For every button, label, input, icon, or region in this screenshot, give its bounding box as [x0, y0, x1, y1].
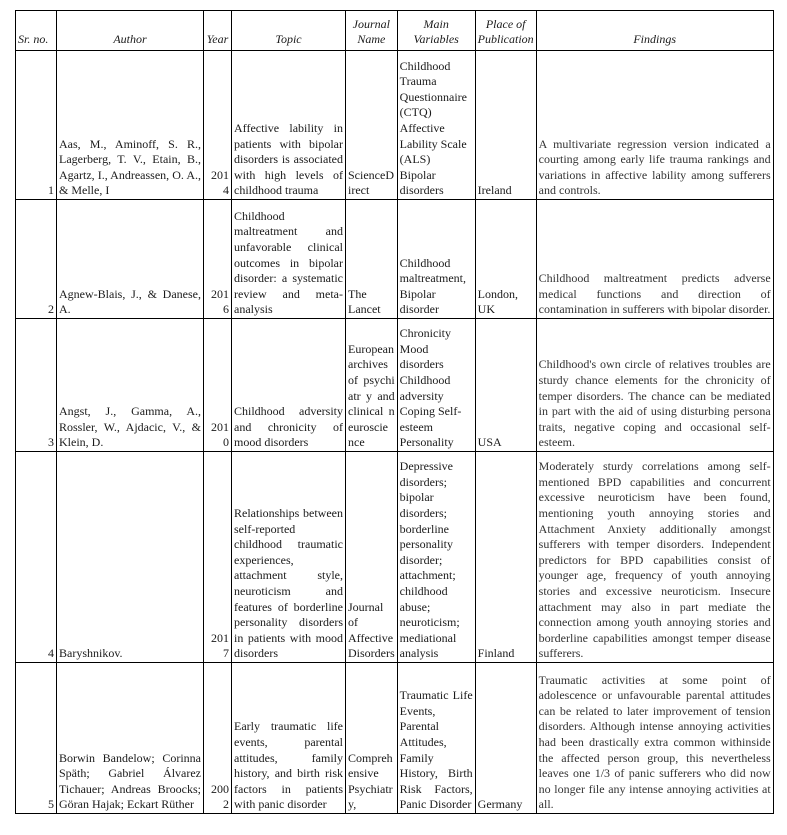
journal-cell: The Lancet [346, 200, 398, 319]
table-row [16, 51, 774, 200]
table-row [16, 452, 774, 663]
place-cell: Germany [475, 663, 536, 814]
topic-cell: Childhood maltreatment and unfavorable clinical outcomes in bipolar disorder: a systematic review and meta-analysis [232, 200, 346, 319]
author-cell: Agnew-Blais, J., & Danese, A. [57, 200, 204, 319]
year-cell: 201 7 [204, 452, 232, 663]
table-row [16, 319, 774, 452]
header-sr-no: Sr. no. [16, 11, 57, 51]
header-journal-name: Journal Name [346, 11, 398, 51]
findings-cell: Traumatic activities at some point of adolescence or unfavourable parental attitudes can be related to later improvement of tension disorders. Although intense annoying activities had been drastically extra common withinside the affected person group, this nevertheless leaves one 1/3 of panic sufferers who did now no longer file any intense annoying activities at all. [536, 663, 773, 814]
year-cell: 201 0 [204, 319, 232, 452]
author-cell: Baryshnikov. [57, 452, 204, 663]
journal-cell: Compreh ensive Psychiatr y, [346, 663, 398, 814]
header-author: Author [57, 11, 204, 51]
year-cell: 201 4 [204, 51, 232, 200]
sr-no-cell: 2 [16, 200, 57, 319]
header-year: Year [204, 11, 232, 51]
findings-cell: A multivariate regression version indicated a courting among early life trauma rankings and variations in affective lability among sufferers and controls. [536, 51, 773, 200]
literature-review-table [15, 10, 774, 814]
sr-no-cell: 1 [16, 51, 57, 200]
place-cell: London, UK [475, 200, 536, 319]
year-cell: 200 2 [204, 663, 232, 814]
sr-no-cell: 3 [16, 319, 57, 452]
header-findings: Findings [536, 11, 773, 51]
journal-cell: ScienceD irect [346, 51, 398, 200]
variables-cell: Childhood Trauma Questionnaire (CTQ) Affective Lability Scale (ALS) Bipolar disorders [397, 51, 475, 200]
sr-no-cell: 5 [16, 663, 57, 814]
findings-cell: Childhood maltreatment predicts adverse medical functions and direction of contamination in sufferers with bipolar disorder. [536, 200, 773, 319]
journal-cell: European archives of psychiatr y and clinical neuroscie nce [346, 319, 398, 452]
variables-cell: Chronicity Mood disorders Childhood adversity Coping Self-esteem Personality [397, 319, 475, 452]
table-row [16, 663, 774, 814]
author-cell: Borwin Bandelow; Corinna Späth; Gabriel Álvarez Tichauer; Andreas Broocks; Göran Hajak; Eckart Rüther [57, 663, 204, 814]
variables-cell: Depressive disorders; bipolar disorders; borderline personality disorder; attachment; childhood abuse; neuroticism; mediational analysis [397, 452, 475, 663]
place-cell: Finland [475, 452, 536, 663]
journal-cell: Journal of Affective Disorders [346, 452, 398, 663]
table-row [16, 200, 774, 319]
variables-cell: Childhood maltreatment, Bipolar disorder [397, 200, 475, 319]
author-cell: Angst, J., Gamma, A., Rossler, W., Ajdacic, V., & Klein, D. [57, 319, 204, 452]
year-cell: 201 6 [204, 200, 232, 319]
topic-cell: Relationships between self-reported childhood traumatic experiences, attachment style, neuroticism and features of borderline personality disorders in patients with mood disorders [232, 452, 346, 663]
header-topic: Topic [232, 11, 346, 51]
topic-cell: Affective lability in patients with bipolar disorders is associated with high levels of childhood trauma [232, 51, 346, 200]
header-row [16, 11, 774, 51]
variables-cell: Traumatic Life Events, Parental Attitudes, Family History, Birth Risk Factors, Panic Disorder [397, 663, 475, 814]
author-cell: Aas, M., Aminoff, S. R., Lagerberg, T. V., Etain, B., Agartz, I., Andreassen, O. A., & Melle, I [57, 51, 204, 200]
header-main-variables: Main Variables [397, 11, 475, 51]
findings-cell: Childhood's own circle of relatives troubles are sturdy chance elements for the chronicity of temper disorders. The chance can be mediated in part with the aid of using disturbing persona traits, negative coping and occasional self-esteem. [536, 319, 773, 452]
sr-no-cell: 4 [16, 452, 57, 663]
findings-cell: Moderately sturdy correlations among self-mentioned BPD capabilities and concurrent excessive neuroticism have been found, mentioning youth annoying stories and Attachment Anxiety additionally amongst sufferers with temper disorders. Independent predictors for BPD capabilities consist of younger age, frequency of youth annoying stories and excessive neuroticism. Insecure attachment may also in part mediate the connection among youth annoying stories and borderline capabilities amongst temper disease sufferers. [536, 452, 773, 663]
topic-cell: Early traumatic life events, parental attitudes, family history, and birth risk factors in patients with panic disorder [232, 663, 346, 814]
place-cell: USA [475, 319, 536, 452]
place-cell: Ireland [475, 51, 536, 200]
header-place-of-publication: Place of Publication [475, 11, 536, 51]
topic-cell: Childhood adversity and chronicity of mood disorders [232, 319, 346, 452]
